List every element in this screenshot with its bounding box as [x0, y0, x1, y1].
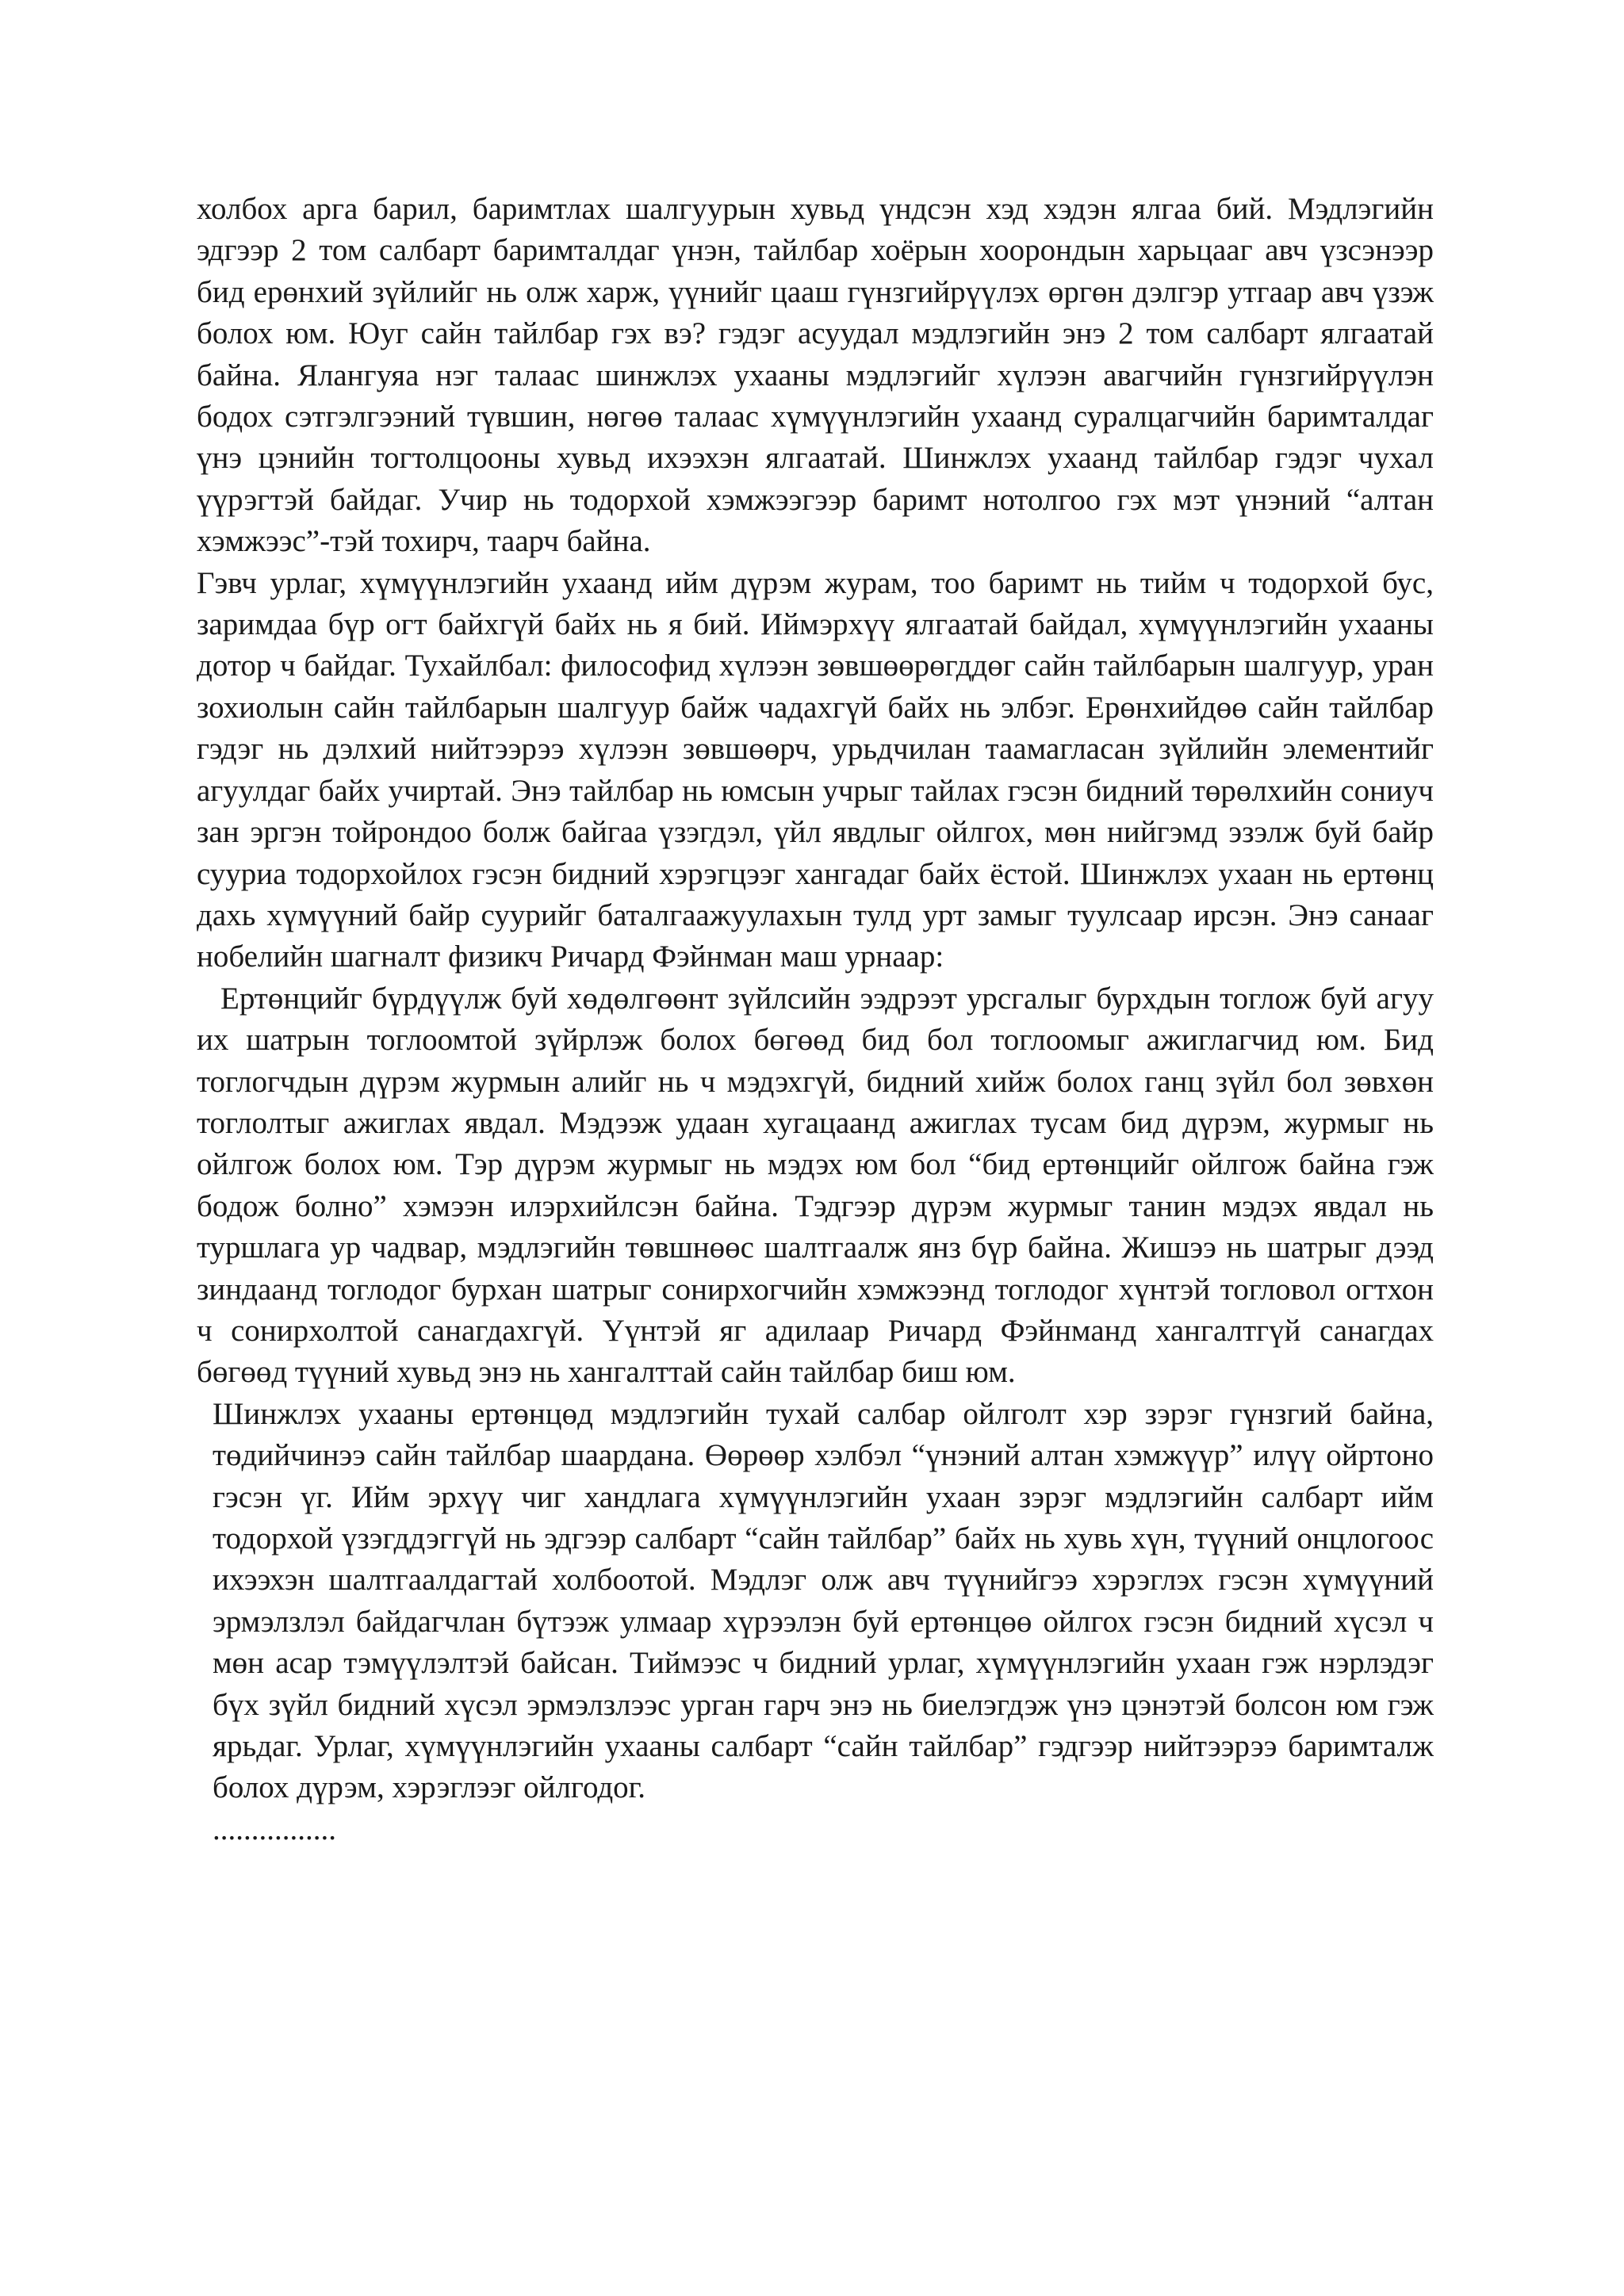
- paragraph-2: Гэвч урлаг, хүмүүнлэгийн ухаанд ийм дүрэм журам, тоо баримт нь тийм ч тодорхой бус, заримдаа бүр огт байхгүй байх нь я бий. Иймэрхүү ялгаатай байдал, хүмүүнлэгийн ухааны дотор ч байдаг. Тухайлбал: философид хүлээн зөвшөөрөгддөг сайн тайлбарын шалгуур, уран зохиолын сайн тайлбарын шалгуур байж чадахгүй байх нь элбэг. Ерөнхийдөө сайн тайлбар гэдэг нь дэлхий нийтээрээ хүлээн зөвшөөрч, урьдчилан таамагласан зүйлийн элементийг агуулдаг байх учиртай. Энэ тайлбар нь юмсын учрыг тайлах гэсэн бидний төрөлхийн сониуч зан эргэн тойрондоо болж байгаа үзэгдэл, үйл явдлыг ойлгох, мөн нийгэмд эзэлж буй байр сууриа тодорхойлох гэсэн бидний хэрэгцээг хангадаг байх ёстой. Шинжлэх ухаан нь ертөнц дахь хүмүүний байр суурийг баталгаажуулахын тулд урт замыг туулсаар ирсэн. Энэ санааг нобелийн шагналт физикч Ричард Фэйнман маш урнаар:: [197, 565, 1434, 974]
- trailing-dots: ................: [213, 1812, 336, 1846]
- paragraph-4-text: Шинжлэх ухааны ертөнцөд мэдлэгийн тухай салбар ойлголт хэр зэрэг гүнзгий байна, төдийчинээ сайн тайлбар шаардана. Өөрөөр хэлбэл “үнэний алтан хэмжүүр” илүү ойртоно гэсэн үг. Ийм эрхүү чиг хандлага хүмүүнлэгийн ухаан зэрэг мэдлэгийн салбарт ийм тодорхой үзэгддэггүй нь эдгээр салбарт “сайн тайлбар” байх нь хувь хүн, түүний онцлогоос ихээхэн шалтгаалдагтай холбоотой. Мэдлэг олж авч түүнийгээ хэрэглэх гэсэн хүмүүний эрмэлзлэл байдагчлан бүтээж улмаар хүрээлэн буй ертөнцөө ойлгох гэсэн бидний хүсэл ч мөн асар тэмүүлэлтэй байсан. Тиймээс ч бидний урлаг, хүмүүнлэгийн ухаан гэж нэрлэдэг бүх зүйл бидний хүсэл эрмэлзлээс урган гарч энэ нь биелэгдэж үнэ цэнэтэй болсон юм гэж ярьдаг. Урлаг, хүмүүнлэгийн ухааны салбарт “сайн тайлбар” гэдгээр нийтээрээ баримталж болох дүрэм, хэрэглээг ойлгодог.: [213, 1396, 1434, 1805]
- paragraph-1: холбох арга барил, баримтлах шалгуурын хувьд үндсэн хэд хэдэн ялгаа бий. Мэдлэгийн эдгээр 2 том салбарт баримталдаг үнэн, тайлбар хоёрын хоорондын харьцааг авч үзсэнээр бид ерөнхий зүйлийг нь олж харж, үүнийг цааш гүнзгийрүүлэх өргөн дэлгэр утгаар авч үзэж болох юм. Юуг сайн тайлбар гэх вэ? гэдэг асуудал мэдлэгийн энэ 2 том салбарт ялгаатай байна. Ялангуяа нэг талаас шинжлэх ухааны мэдлэгийг хүлээн авагчийн гүнзгийрүүлэн бодох сэтгэлгээний түвшин, нөгөө талаас хүмүүнлэгийн ухаанд суралцагчийн баримталдаг үнэ цэнийн тогтолцооны хувьд ихээхэн ялгаатай. Шинжлэх ухаанд тайлбар гэдэг чухал үүрэгтэй байдаг. Учир нь тодорхой хэмжээгээр баримт нотолгоо гэх мэт үнэний “алтан хэмжээс”-тэй тохирч, таарч байна.: [197, 192, 1434, 559]
- body-text: [197, 189, 1434, 1850]
- paragraph-quote: Ертөнцийг бүрдүүлж буй хөдөлгөөнт зүйлсийн ээдрээт урсгалыг бурхдын тоглож буй агуу их шатрын тоглоомтой зүйрлэж болох бөгөөд бид бол тоглоомыг ажиглагчид юм. Бид тоглогчдын дүрэм журмын алийг нь ч мэдэхгүй, бидний хийж болох ганц зүйл бол зөвхөн тоглолтыг ажиглах явдал. Мэдээж удаан хугацаанд ажиглах тусам бид дүрэм, журмыг нь ойлгож болох юм. Тэр дүрэм журмыг нь мэдэх юм бол “бид ертөнцийг ойлгож байна гэж бодож болно” хэмээн илэрхийлсэн байна. Тэдгээр дүрэм журмыг танин мэдэх явдал нь туршлага ур чадвар, мэдлэгийн төвшнөөс шалтгаалж янз бүр байна. Жишээ нь шатрыг дээд зиндаанд тоглодог бурхан шатрыг сонирхогчийн хэмжээнд тоглодог хүнтэй тогловол огтхон ч сонирхолтой санагдахгүй. Үүнтэй яг адилаар Ричард Фэйнманд хангалтгүй санагдах бөгөөд түүний хувьд энэ нь хангалттай сайн тайлбар биш юм.: [197, 981, 1434, 1390]
- paragraph-4: [197, 1394, 1434, 1850]
